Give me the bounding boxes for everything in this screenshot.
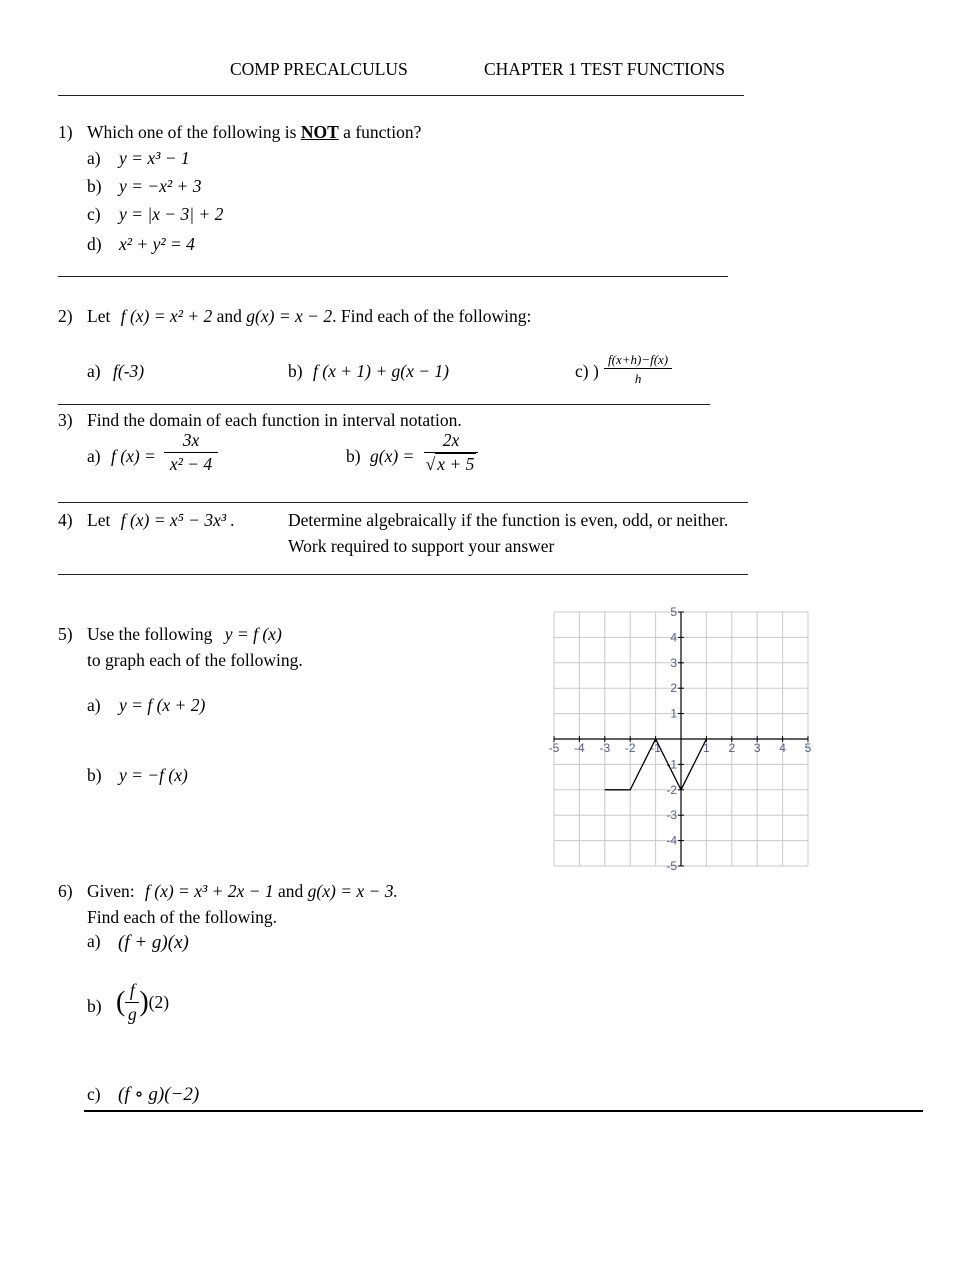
q1-number: 1) bbox=[58, 122, 73, 142]
q3-part-a-denominator: x² − 4 bbox=[169, 453, 213, 474]
q2-part-c-denominator: h bbox=[634, 371, 642, 386]
q1-text-before: Which one of the following is bbox=[87, 122, 297, 142]
q5-function: y = f (x) bbox=[224, 624, 282, 644]
q2-part-c-label: c) ) bbox=[575, 361, 599, 381]
q2-and: and bbox=[216, 306, 242, 326]
q5-part-b-label: b) bbox=[87, 765, 102, 785]
q1-option-d: x² + y² = 4 bbox=[119, 234, 195, 254]
q2-g-definition: g(x) = x − 2 bbox=[246, 306, 333, 326]
q1-option-c-label: c) bbox=[87, 204, 101, 224]
q3-text: Find the domain of each function in interval notation. bbox=[87, 410, 462, 430]
q6-and: and bbox=[278, 881, 304, 901]
divider bbox=[58, 502, 748, 503]
q3-part-b-denominator: √ x + 5 bbox=[425, 453, 475, 474]
y-tick-label: 1 bbox=[670, 706, 677, 721]
q2-part-c-fraction bbox=[604, 353, 672, 385]
q6-part-c-label: c) bbox=[87, 1084, 101, 1104]
q3-part-a-numerator: 3x bbox=[164, 432, 218, 453]
x-tick-label: -5 bbox=[548, 741, 560, 755]
y-tick-label: 5 bbox=[670, 605, 677, 619]
q4-let: Let bbox=[87, 510, 111, 530]
divider bbox=[58, 574, 748, 575]
q6-line1 bbox=[87, 883, 398, 901]
q5-number: 5) bbox=[58, 624, 73, 644]
x-tick-label: 5 bbox=[804, 741, 812, 755]
x-tick-label: -3 bbox=[599, 741, 611, 755]
q2-part-a-label: a) bbox=[87, 361, 101, 381]
q3-part-a-lhs: f (x) = bbox=[111, 446, 156, 466]
q2-let: Let bbox=[87, 306, 111, 326]
q6-part-a: (f + g)(x) bbox=[118, 932, 189, 953]
q2-part-c-numerator: f(x+h)−f(x) bbox=[604, 353, 672, 369]
x-tick-label: -1 bbox=[650, 741, 661, 755]
q1-option-a-label: a) bbox=[87, 148, 101, 168]
q6-given: Given: bbox=[87, 881, 135, 901]
q5-part-a: y = f (x + 2) bbox=[119, 695, 206, 715]
q1-option-c: y = |x − 3| + 2 bbox=[119, 204, 224, 224]
y-tick-label: -2 bbox=[666, 782, 677, 797]
x-tick-label: -4 bbox=[574, 741, 585, 755]
x-tick-label: 1 bbox=[703, 741, 710, 755]
y-tick-label: -4 bbox=[666, 833, 677, 848]
y-tick-label: -1 bbox=[666, 757, 677, 772]
q5-line1 bbox=[87, 626, 282, 644]
q1-text-after: a function? bbox=[343, 122, 422, 142]
q4-work-note: Work required to support your answer bbox=[288, 536, 555, 556]
q3-part-b-numerator: 2x bbox=[424, 432, 478, 453]
q6-g-definition: g(x) = x − 3. bbox=[307, 881, 398, 901]
q6-f-definition: f (x) = x³ + 2x − 1 bbox=[145, 881, 274, 901]
q2-part-b: f (x + 1) + g(x − 1) bbox=[313, 361, 450, 381]
y-tick-label: -5 bbox=[666, 859, 677, 873]
q3-part-b-fraction bbox=[424, 432, 478, 473]
q4-number: 4) bbox=[58, 510, 73, 530]
q2-f-definition: f (x) = x² + 2 bbox=[120, 306, 213, 326]
course-title: COMP PRECALCULUS bbox=[230, 59, 408, 79]
divider bbox=[58, 95, 744, 96]
q6-line2: Find each of the following. bbox=[87, 907, 278, 927]
q2-number: 2) bbox=[58, 306, 73, 326]
q1-text bbox=[87, 124, 421, 142]
q5-part-a-label: a) bbox=[87, 695, 101, 715]
q1-option-d-label: d) bbox=[87, 234, 102, 254]
q1-option-b: y = −x² + 3 bbox=[119, 176, 202, 196]
q6-part-b-denominator: g bbox=[127, 1003, 137, 1024]
divider bbox=[58, 404, 710, 405]
q3-part-a-fraction bbox=[164, 432, 218, 473]
q4-instruction: Determine algebraically if the function is even, odd, or neither. bbox=[288, 510, 729, 530]
test-title: CHAPTER 1 TEST FUNCTIONS bbox=[484, 59, 725, 79]
q5-part-b: y = −f (x) bbox=[119, 765, 188, 785]
x-tick-label: 2 bbox=[728, 741, 736, 755]
q6-part-b-numerator: f bbox=[125, 982, 139, 1003]
q4-let-line bbox=[87, 512, 235, 530]
q3-number: 3) bbox=[58, 410, 73, 430]
q6-part-b: ( $\frac{f}{g}$ )(2) bbox=[116, 980, 170, 1024]
q6-part-c: (f ∘ g)(−2) bbox=[118, 1084, 200, 1105]
q2-part-b-label: b) bbox=[288, 361, 303, 381]
q3-part-b-label: b) bbox=[346, 446, 361, 466]
y-tick-label: 3 bbox=[670, 655, 677, 670]
q6-number: 6) bbox=[58, 881, 73, 901]
q2-text bbox=[87, 308, 531, 326]
y-tick-label: 4 bbox=[670, 630, 677, 645]
function-graph bbox=[540, 600, 820, 875]
bottom-rule bbox=[84, 1110, 923, 1112]
q6-part-a-label: a) bbox=[87, 931, 101, 951]
q6-part-b-label: b) bbox=[87, 996, 102, 1016]
q3-part-a-label: a) bbox=[87, 446, 101, 466]
q1-option-a: y = x³ − 1 bbox=[119, 148, 190, 168]
q4-f-definition: f (x) = x⁵ − 3x³ . bbox=[120, 510, 235, 530]
x-tick-label: -2 bbox=[624, 741, 636, 755]
q6-part-b-argument: (2) bbox=[148, 991, 170, 1012]
y-tick-label: 2 bbox=[670, 681, 677, 696]
x-tick-label: 3 bbox=[753, 741, 761, 755]
q1-not: NOT bbox=[300, 122, 339, 142]
q5-line2: to graph each of the following. bbox=[87, 650, 303, 670]
q1-option-b-label: b) bbox=[87, 176, 102, 196]
divider bbox=[58, 276, 728, 277]
q2-part-a: f(-3) bbox=[113, 361, 145, 381]
q3-part-b-lhs: g(x) = bbox=[370, 446, 415, 466]
q2-find: . Find each of the following: bbox=[332, 306, 532, 326]
q5-use: Use the following bbox=[87, 624, 213, 644]
x-tick-label: 4 bbox=[779, 741, 786, 755]
y-tick-label: -3 bbox=[666, 808, 677, 823]
